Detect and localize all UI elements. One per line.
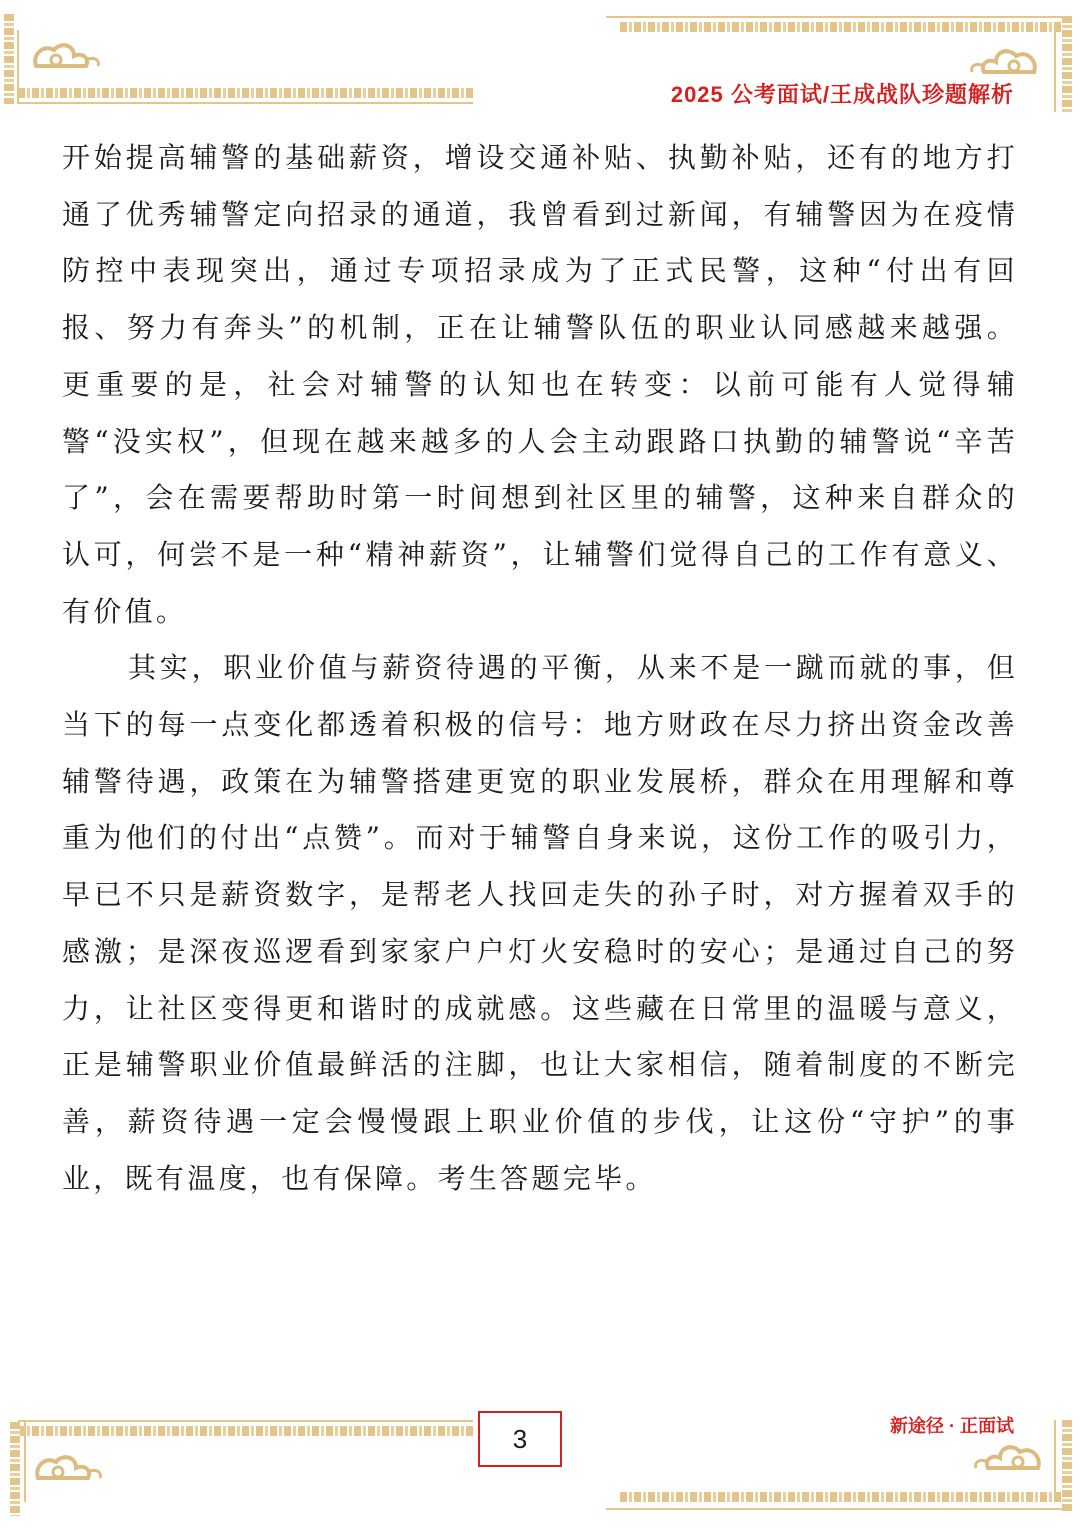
page-number-label: 3: [512, 1423, 528, 1454]
auspicious-cloud-icon: [30, 38, 102, 78]
paragraph-2: 其实，职业价值与薪资待遇的平衡，从来不是一蹴而就的事，但当下的每一点变化都透着积极的信号：地方财政在尽力挤出资金改善辅警待遇，政策在为辅警搭建更宽的职业发展桥，群众在用理解和尊重为他们的付出“点赞”。而对于辅警自身来说，这份工作的吸引力，早已不只是薪资数字，是帮老人找回走失的孙子时，对方握着双手的感激；是深夜巡逻看到家家户户灯火安稳时的安心；是通过自己的努力，让社区变得更和谐时的成就感。这些藏在日常里的温暖与意义，正是辅警职业价值最鲜活的注脚，也让大家相信，随着制度的不断完善，薪资待遇一定会慢慢跟上职业价值的步伐，让这份“守护”的事业，既有温度，也有保障。考生答题完毕。: [62, 651, 1018, 1195]
auspicious-cloud-icon: [972, 1440, 1044, 1480]
header-title: 2025 公考面试/王成战队珍题解析: [670, 82, 1014, 107]
document-body: [62, 130, 1018, 1207]
footer-slogan: 新途径 · 正面试: [890, 1416, 1014, 1436]
paragraph-1: 开始提高辅警的基础薪资，增设交通补贴、执勤补贴，还有的地方打通了优秀辅警定向招录的通道，我曾看到过新闻，有辅警因为在疫情防控中表现突出，通过专项招录成为了正式民警，这种“付出有回报、努力有奔头”的机制，正在让辅警队伍的职业认同感越来越强。更重要的是，社会对辅警的认知也在转变：以前可能有人觉得辅警“没实权”，但现在越来越多的人会主动跟路口执勤的辅警说“辛苦了”，会在需要帮助时第一时间想到社区里的辅警，这种来自群众的认可，何尝不是一种“精神薪资”，让辅警们觉得自己的工作有意义、有价值。: [62, 141, 1018, 628]
auspicious-cloud-icon: [32, 1450, 104, 1490]
page-number: [478, 1411, 562, 1467]
